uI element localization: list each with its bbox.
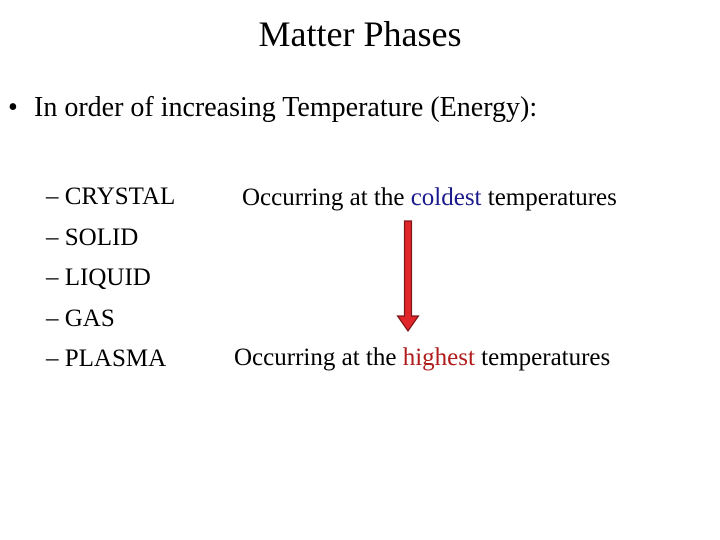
dash-marker: – [46, 304, 59, 332]
phase-label: GAS [64, 304, 115, 332]
coldest-note-suffix: temperatures [481, 184, 617, 211]
main-bullet [8, 88, 537, 128]
dash-marker: – [46, 264, 59, 291]
dash-marker: – [46, 223, 59, 251]
list-item [46, 339, 175, 380]
highest-highlight: highest [402, 344, 475, 371]
coldest-note [242, 181, 617, 215]
phase-label: CRYSTAL [64, 183, 176, 210]
highest-note-prefix: Occurring at the [234, 344, 403, 371]
bullet-marker: • [8, 92, 18, 123]
phase-label: PLASMA [64, 345, 167, 372]
slide-title: Matter Phases [258, 14, 462, 54]
down-arrow-icon [396, 220, 420, 332]
list-item [46, 177, 175, 218]
coldest-highlight: coldest [410, 184, 482, 211]
highest-note-suffix: temperatures [474, 344, 611, 371]
dash-marker: – [46, 345, 59, 372]
coldest-note-prefix: Occurring at the [242, 184, 411, 211]
list-item [46, 258, 175, 299]
phase-label: LIQUID [64, 264, 151, 291]
phase-label: SOLID [64, 223, 139, 251]
dash-marker: – [46, 183, 59, 210]
list-item [46, 299, 175, 340]
phase-list [46, 177, 175, 380]
highest-note [234, 341, 610, 375]
list-item [46, 218, 175, 259]
main-bullet-text: In order of increasing Temperature (Energy): [34, 92, 538, 123]
